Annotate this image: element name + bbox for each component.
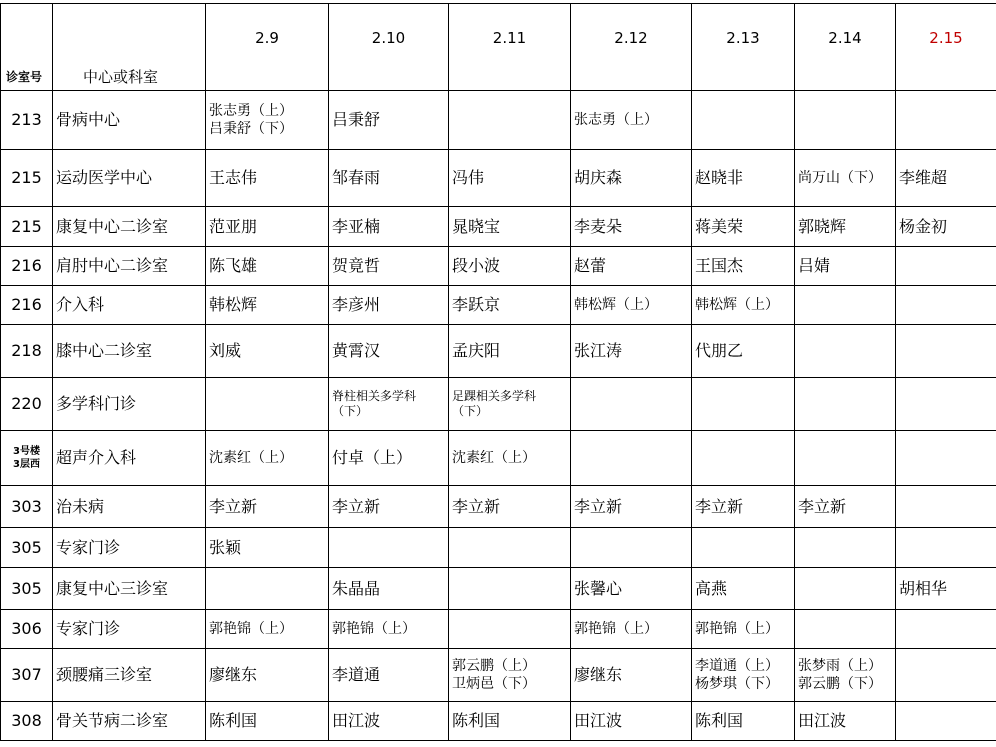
doctor-name: 刘威 [209, 341, 242, 360]
doctor-cell [329, 247, 449, 286]
date-header: 2.13 [692, 4, 795, 91]
doctor-cell [795, 247, 896, 286]
doctor-cell [449, 528, 571, 568]
room-header: 诊室号 [1, 4, 53, 91]
doctor-name: 田江波 [798, 711, 847, 730]
doctor-name: 张志勇（上） [209, 103, 293, 119]
department-name: 康复中心三诊室 [53, 568, 206, 610]
doctor-name: 李麦朵 [574, 216, 623, 236]
doctor-cell [206, 286, 329, 325]
room-number: 306 [1, 610, 53, 649]
doctor-cell [571, 247, 692, 286]
doctor-name: 李立新 [574, 496, 623, 516]
doctor-name: 范亚朋 [209, 216, 258, 236]
room-number-line: 3层西 [13, 459, 40, 470]
department-name: 超声介入科 [53, 431, 206, 486]
doctor-cell [692, 91, 795, 150]
department-name: 专家门诊 [53, 610, 206, 649]
doctor-name: 李彦州 [332, 295, 381, 314]
doctor-name: 郭晓辉 [798, 216, 847, 236]
doctor-name: 吕婧 [798, 256, 831, 275]
doctor-cell [329, 378, 449, 431]
doctor-cell [571, 207, 692, 247]
doctor-name: 代朋乙 [695, 341, 744, 360]
doctor-cell [692, 150, 795, 207]
doctor-cell [571, 150, 692, 207]
doctor-cell [206, 247, 329, 286]
doctor-cell [896, 702, 996, 741]
department-name: 骨关节病二诊室 [53, 702, 206, 741]
doctor-name: 李亚楠 [332, 216, 381, 236]
doctor-cell [449, 91, 571, 150]
doctor-cell [206, 568, 329, 610]
doctor-cell [206, 325, 329, 378]
doctor-cell [329, 528, 449, 568]
doctor-name: 张江涛 [574, 341, 623, 360]
doctor-cell [449, 378, 571, 431]
doctor-cell [795, 702, 896, 741]
doctor-name: 郭艳锦（上） [332, 621, 416, 637]
doctor-name: 脊柱相关多学科 [332, 389, 417, 403]
doctor-name: 张志勇（上） [574, 112, 658, 128]
doctor-cell [692, 486, 795, 528]
doctor-name: 陈利国 [452, 711, 501, 730]
doctor-cell [795, 378, 896, 431]
department-name: 膝中心二诊室 [53, 325, 206, 378]
doctor-cell [449, 649, 571, 702]
doctor-cell [692, 702, 795, 741]
room-number: 307 [1, 649, 53, 702]
room-number: 215 [1, 207, 53, 247]
doctor-cell [795, 207, 896, 247]
doctor-cell [206, 91, 329, 150]
doctor-cell [896, 649, 996, 702]
doctor-cell [571, 610, 692, 649]
doctor-cell [206, 207, 329, 247]
room-number: 305 [1, 568, 53, 610]
doctor-name: 李维超 [899, 168, 948, 187]
doctor-cell [896, 431, 996, 486]
doctor-name: 张馨心 [574, 578, 623, 598]
doctor-cell [571, 325, 692, 378]
doctor-cell [896, 91, 996, 150]
doctor-cell [329, 610, 449, 649]
department-name: 肩肘中心二诊室 [53, 247, 206, 286]
date-header: 2.10 [329, 4, 449, 91]
doctor-name: 陈利国 [209, 711, 258, 730]
department-name: 康复中心二诊室 [53, 207, 206, 247]
doctor-name: 李道通 [332, 665, 381, 684]
table-row [1, 702, 996, 741]
doctor-name: 郭艳锦（上） [574, 621, 658, 637]
doctor-cell [896, 325, 996, 378]
doctor-cell [449, 568, 571, 610]
doctor-cell [692, 649, 795, 702]
doctor-name: 王志伟 [209, 168, 258, 187]
doctor-name: 沈素红（上） [452, 450, 536, 466]
doctor-cell [329, 486, 449, 528]
department-name: 介入科 [53, 286, 206, 325]
doctor-cell [449, 610, 571, 649]
doctor-cell [329, 431, 449, 486]
doctor-name: 吕秉舒（下） [209, 121, 293, 137]
doctor-cell [692, 247, 795, 286]
doctor-cell [896, 568, 996, 610]
doctor-name: 蒋美荣 [695, 216, 744, 236]
doctor-cell [692, 286, 795, 325]
doctor-name: 赵蕾 [574, 256, 607, 275]
department-name: 多学科门诊 [53, 378, 206, 431]
date-header: 2.11 [449, 4, 571, 91]
table-row [1, 91, 996, 150]
doctor-cell [329, 702, 449, 741]
department-name: 骨病中心 [53, 91, 206, 150]
table-row [1, 431, 996, 486]
date-header-highlight: 2.15 [896, 4, 996, 91]
doctor-cell [795, 610, 896, 649]
table-row [1, 286, 996, 325]
room-number: 220 [1, 378, 53, 431]
table-row [1, 207, 996, 247]
doctor-cell [206, 528, 329, 568]
doctor-cell [449, 247, 571, 286]
doctor-name: 廖继东 [209, 665, 258, 684]
doctor-cell [795, 568, 896, 610]
doctor-name: 黄霄汉 [332, 341, 381, 360]
doctor-cell [206, 378, 329, 431]
department-name: 颈腰痛三诊室 [53, 649, 206, 702]
doctor-cell [449, 325, 571, 378]
doctor-cell [206, 150, 329, 207]
doctor-name: 冯伟 [452, 168, 485, 187]
doctor-cell [692, 207, 795, 247]
doctor-name: 孟庆阳 [452, 341, 501, 360]
dept-header: 中心或科室 [53, 4, 206, 91]
doctor-cell [206, 702, 329, 741]
doctor-cell [571, 91, 692, 150]
doctor-cell [571, 702, 692, 741]
doctor-name: 韩松辉（上） [695, 297, 779, 313]
table-row [1, 486, 996, 528]
doctor-name: 田江波 [574, 711, 623, 730]
doctor-name: 郭艳锦（上） [695, 621, 779, 637]
doctor-name: 郭艳锦（上） [209, 621, 293, 637]
doctor-name: 张梦雨（上） [798, 658, 882, 674]
room-number-line: 3号楼 [13, 446, 40, 457]
doctor-cell [896, 150, 996, 207]
doctor-cell [329, 91, 449, 150]
doctor-name: 尚万山（下） [798, 170, 882, 186]
doctor-name: 邹春雨 [332, 168, 381, 187]
doctor-name: 吕秉舒 [332, 110, 381, 129]
doctor-cell [571, 378, 692, 431]
table-row [1, 649, 996, 702]
doctor-cell [571, 649, 692, 702]
doctor-cell [449, 207, 571, 247]
doctor-cell [571, 568, 692, 610]
doctor-name: 陈利国 [695, 711, 744, 730]
doctor-name: 李立新 [209, 496, 258, 516]
doctor-name: 朱晶晶 [332, 578, 381, 598]
doctor-name: 胡庆森 [574, 168, 623, 187]
doctor-cell [206, 649, 329, 702]
schedule-table [0, 3, 996, 741]
doctor-cell [692, 568, 795, 610]
department-name: 运动医学中心 [53, 150, 206, 207]
table-row [1, 247, 996, 286]
doctor-name: 李立新 [695, 496, 744, 516]
doctor-cell [206, 610, 329, 649]
doctor-name: 段小波 [452, 256, 501, 275]
doctor-cell [449, 286, 571, 325]
doctor-name: 卫炳邑（下） [452, 676, 536, 692]
doctor-cell [571, 528, 692, 568]
doctor-cell [449, 431, 571, 486]
department-name: 专家门诊 [53, 528, 206, 568]
doctor-cell [692, 378, 795, 431]
doctor-cell [449, 150, 571, 207]
doctor-cell [206, 486, 329, 528]
room-number: 215 [1, 150, 53, 207]
doctor-cell [795, 91, 896, 150]
date-header: 2.12 [571, 4, 692, 91]
doctor-name: 韩松辉 [209, 295, 258, 314]
doctor-name: 李立新 [452, 496, 501, 516]
doctor-name: （下） [332, 404, 369, 418]
doctor-name: 廖继东 [574, 665, 623, 684]
table-row [1, 610, 996, 649]
room-number: 213 [1, 91, 53, 150]
doctor-cell [449, 486, 571, 528]
table-row [1, 325, 996, 378]
table-row [1, 528, 996, 568]
doctor-cell [692, 431, 795, 486]
table-row [1, 378, 996, 431]
doctor-name: 韩松辉（上） [574, 297, 658, 313]
doctor-cell [795, 286, 896, 325]
room-number: 216 [1, 247, 53, 286]
doctor-cell [329, 150, 449, 207]
doctor-cell [896, 528, 996, 568]
doctor-name: 足踝相关多学科 [452, 389, 537, 403]
doctor-cell [692, 610, 795, 649]
doctor-cell [795, 528, 896, 568]
doctor-cell [329, 207, 449, 247]
doctor-cell [795, 486, 896, 528]
doctor-cell [896, 378, 996, 431]
doctor-cell [692, 325, 795, 378]
date-header: 2.9 [206, 4, 329, 91]
doctor-name: 陈飞雄 [209, 256, 258, 275]
doctor-cell [692, 528, 795, 568]
room-number: 305 [1, 528, 53, 568]
doctor-cell [449, 702, 571, 741]
doctor-name: 田江波 [332, 711, 381, 730]
doctor-name: 郭云鹏（下） [798, 676, 882, 692]
doctor-name: 王国杰 [695, 256, 744, 275]
doctor-cell [896, 486, 996, 528]
doctor-cell [795, 150, 896, 207]
doctor-cell [571, 431, 692, 486]
room-number: 216 [1, 286, 53, 325]
doctor-cell [795, 325, 896, 378]
doctor-cell [795, 649, 896, 702]
doctor-name: 李道通（上） [695, 658, 779, 674]
doctor-cell [329, 286, 449, 325]
doctor-cell [206, 431, 329, 486]
doctor-name: 李立新 [798, 496, 847, 516]
doctor-cell [896, 286, 996, 325]
doctor-name: （下） [452, 404, 489, 418]
table-row [1, 568, 996, 610]
doctor-name: 李立新 [332, 496, 381, 516]
header-row [1, 4, 996, 91]
doctor-cell [795, 431, 896, 486]
doctor-name: 赵晓非 [695, 168, 744, 187]
doctor-name: 晁晓宝 [452, 216, 501, 236]
doctor-name: 沈素红（上） [209, 450, 293, 466]
table-row [1, 150, 996, 207]
doctor-cell [896, 610, 996, 649]
department-name: 治未病 [53, 486, 206, 528]
doctor-name: 张颖 [209, 537, 242, 557]
doctor-cell [571, 286, 692, 325]
doctor-cell [329, 649, 449, 702]
room-number [1, 431, 53, 486]
doctor-name: 杨金初 [899, 216, 948, 236]
doctor-name: 郭云鹏（上） [452, 658, 536, 674]
doctor-name: 高燕 [695, 578, 728, 598]
doctor-name: 胡相华 [899, 578, 948, 598]
room-number: 308 [1, 702, 53, 741]
doctor-name: 李跃京 [452, 295, 501, 314]
doctor-cell [896, 247, 996, 286]
doctor-cell [571, 486, 692, 528]
room-number: 303 [1, 486, 53, 528]
date-header: 2.14 [795, 4, 896, 91]
doctor-name: 贺竟哲 [332, 256, 381, 275]
doctor-cell [329, 568, 449, 610]
doctor-name: 杨梦琪（下） [695, 676, 779, 692]
doctor-name: 付卓（上） [332, 448, 413, 467]
doctor-cell [896, 207, 996, 247]
room-number: 218 [1, 325, 53, 378]
doctor-cell [329, 325, 449, 378]
